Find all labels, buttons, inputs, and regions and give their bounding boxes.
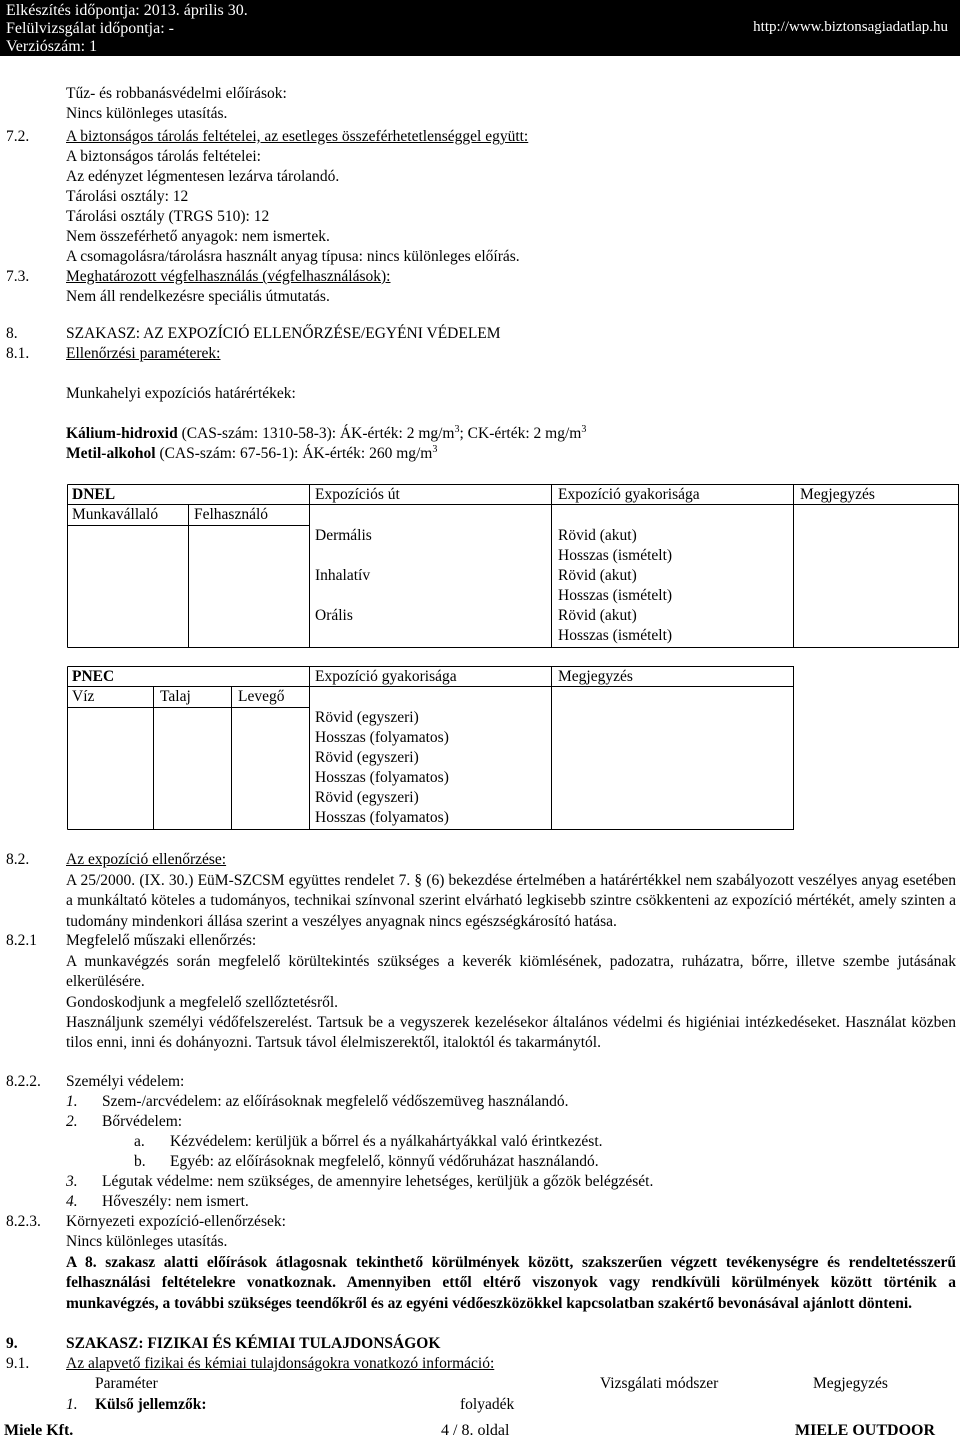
disclaimer-paragraph <box>66 1253 956 1314</box>
limits-title: Munkahelyi expozíciós határértékek: <box>66 385 296 402</box>
list-item: Hőveszély: nem ismert. <box>102 1193 249 1210</box>
created-date: Elkészítés időpontja: 2013. április 30. <box>6 2 248 19</box>
subsection-title: Ellenőrzési paraméterek: <box>66 345 221 362</box>
section-number: 9.1. <box>6 1355 30 1372</box>
text-line: Nem összeférhető anyagok: nem ismertek. <box>66 228 330 245</box>
table-subheader: Felhasználó <box>194 506 269 523</box>
section-number: 9. <box>6 1335 18 1352</box>
list-item: Bőrvédelem: <box>102 1113 183 1130</box>
text-line: Nem áll rendelkezésre speciális útmutatás. <box>66 288 330 305</box>
subsection-title: Az expozíció ellenőrzése: <box>66 851 227 868</box>
fire-protection-text: Nincs különleges utasítás. <box>66 105 228 122</box>
table-cell: Hosszas (ismételt) <box>558 547 673 564</box>
section-number: 8.2. <box>6 851 30 868</box>
table-cell: Rövid (egyszeri) <box>315 789 419 806</box>
fire-protection-title: Tűz- és robbanásvédelmi előírások: <box>66 85 287 102</box>
table-subheader: Talaj <box>160 688 191 705</box>
list-item: Egyéb: az előírásoknak megfelelő, könnyű védőruházat használandó. <box>170 1153 599 1170</box>
table-cell: Rövid (egyszeri) <box>315 749 419 766</box>
list-item: Szem-/arcvédelem: az előírásoknak megfelelő védőszemüveg használandó. <box>102 1093 569 1110</box>
paragraph: Gondoskodjunk a megfelelő szellőztetésről. <box>66 993 339 1011</box>
table-cell: Hosszas (ismételt) <box>558 627 673 644</box>
substance-name: Kálium-hidroxid <box>66 425 178 442</box>
table-cell: Rövid (egyszeri) <box>315 709 419 726</box>
paragraph: A 8. szakasz alatti előírások átlagosnak tekinthető körülmények között, szakszerűen végzett tevékenységre és rendeltetésszerű felhasználási feltételekre vonatkoznak. Amennyiben ettől eltérő viszonyok vagy rendkívüli körülmények között történik a munkavégzés, a további szükséges teendőkről és az egyéni védőeszközökkel kapcsolatban szakértő bevonásával ajánlott dönteni. <box>66 1254 956 1312</box>
list-number: 3. <box>66 1173 78 1190</box>
limit-value: (CAS-szám: 67-56-1): ÁK-érték: 260 mg/m <box>155 445 433 462</box>
table-cell: Hosszas (folyamatos) <box>315 769 449 786</box>
paragraph: Használjunk személyi védőfelszerelést. Tartsuk be a vegyszerek kezelésekor általános védelmi és higiéniai intézkedéseket. Használat közben tilos enni, inni és dohányozni. Tartsuk távol élelmiszerektől, italoktól és takarmánytól. <box>66 1013 956 1052</box>
table-cell: Rövid (akut) <box>558 567 637 584</box>
subsection-title: Az alapvető fizikai és kémiai tulajdonságokra vonatkozó információ: <box>66 1355 495 1372</box>
product-name: MIELE OUTDOOR <box>795 1422 936 1439</box>
table-header: Expozíció gyakorisága <box>315 668 457 685</box>
section-number: 7.2. <box>6 128 30 145</box>
page-number: 4 / 8. oldal <box>441 1422 510 1439</box>
table-header: Expozíciós út <box>315 486 400 503</box>
list-number: 1. <box>66 1396 78 1413</box>
section-title: SZAKASZ: FIZIKAI ÉS KÉMIAI TULAJDONSÁGOK <box>66 1335 441 1352</box>
subsection-title: Személyi védelem: <box>66 1073 185 1090</box>
table-subheader: Víz <box>72 688 95 705</box>
table-header: Expozíció gyakorisága <box>558 486 700 503</box>
subsection-title: Megfelelő műszaki ellenőrzés: <box>66 932 257 949</box>
table-header: Megjegyzés <box>558 668 633 685</box>
limit-value: (CAS-szám: 1310-58-3): ÁK-érték: 2 mg/m <box>177 425 455 442</box>
table-cell: Inhalatív <box>315 567 371 584</box>
unit-exponent: 3 <box>432 443 438 455</box>
table-header: Megjegyzés <box>813 1375 888 1392</box>
limit-value: ; CK-érték: 2 mg/m <box>459 425 582 442</box>
list-number: 2. <box>66 1113 78 1130</box>
text-line: A csomagolásra/tárolásra használt anyag típusa: nincs különleges előírás. <box>66 248 520 265</box>
substance-name: Metil-alkohol <box>66 445 156 462</box>
list-number: 4. <box>66 1193 78 1210</box>
unit-exponent: 3 <box>581 423 587 435</box>
revision-date: Felülvizsgálat időpontja: - <box>6 20 174 37</box>
table-cell: Hosszas (folyamatos) <box>315 729 449 746</box>
table-header: PNEC <box>72 668 115 685</box>
engineering-control-text <box>66 952 956 1053</box>
paragraph: A munkavégzés során megfelelő körültekintés szükséges a keverék kiömlésének, padozatra, ruházatra, bőrre, illetve szembe jutásának elkerülésére. <box>66 953 956 991</box>
list-letter: a. <box>134 1133 145 1150</box>
property-value: folyadék <box>460 1396 515 1413</box>
text-line: Tárolási osztály: 12 <box>66 188 189 205</box>
section-number: 8.2.2. <box>6 1073 41 1090</box>
unit-exponent: 3 <box>454 423 460 435</box>
website-link[interactable]: http://www.biztonsagiadatlap.hu <box>753 19 948 35</box>
section-number: 8.2.3. <box>6 1213 41 1230</box>
section-number: 7.3. <box>6 268 30 285</box>
company-name: Miele Kft. <box>4 1422 74 1439</box>
table-cell: Rövid (akut) <box>558 607 637 624</box>
list-item: Légutak védelme: nem szükséges, de amennyire lehetséges, kerüljük a gőzök belégzését. <box>102 1173 654 1190</box>
subsection-title: Környezeti expozíció-ellenőrzések: <box>66 1213 286 1230</box>
section-number: 8.2.1 <box>6 932 37 949</box>
list-number: 1. <box>66 1093 78 1110</box>
table-subheader: Munkavállaló <box>72 506 159 523</box>
table-header: Vizsgálati módszer <box>600 1375 719 1392</box>
text-line: Tárolási osztály (TRGS 510): 12 <box>66 208 270 225</box>
table-cell: Hosszas (ismételt) <box>558 587 673 604</box>
list-item: Kézvédelem: kerüljük a bőrrel és a nyálkahártyákkal való érintkezést. <box>170 1133 603 1150</box>
text-line: A biztonságos tárolás feltételei: <box>66 148 261 165</box>
exposure-control-text <box>66 871 956 932</box>
table-subheader: Levegő <box>238 688 285 705</box>
table-header: Paraméter <box>95 1375 158 1392</box>
section-number: 8. <box>6 325 18 342</box>
text-line: Nincs különleges utasítás. <box>66 1233 228 1250</box>
list-letter: b. <box>134 1153 146 1170</box>
table-header: Megjegyzés <box>800 486 875 503</box>
table-cell: Hosszas (folyamatos) <box>315 809 449 826</box>
paragraph: A 25/2000. (IX. 30.) EüM-SZCSM együttes rendelet 7. § (6) bekezdése értelmében a határértékkel nem szabályozott veszélyes anyag esetében a munkáltató köteles a tudományos, technikai színvonal szerint elvárható legkisebb szintre csökkenteni az expozíció mértékét, amely szinten a tudomány mindenkori állása szerint a veszélyes anyagnak nincs egészségkárosító hatása. <box>66 872 956 930</box>
table-cell: Orális <box>315 607 353 624</box>
table-cell: Dermális <box>315 527 372 544</box>
section-title: SZAKASZ: AZ EXPOZÍCIÓ ELLENŐRZÉSE/EGYÉNI VÉDELEM <box>66 325 501 342</box>
subsection-title: A biztonságos tárolás feltételei, az esetleges összeférhetetlenséggel együtt: <box>66 128 529 145</box>
subsection-title: Meghatározott végfelhasználás (végfelhasználások): <box>66 268 391 285</box>
version-number: Verziószám: 1 <box>6 38 98 55</box>
section-number: 8.1. <box>6 345 30 362</box>
text-line: Az edényzet légmentesen lezárva tárolandó. <box>66 168 340 185</box>
table-header: DNEL <box>72 486 116 503</box>
property-name: Külső jellemzők: <box>95 1396 207 1413</box>
table-cell: Rövid (akut) <box>558 527 637 544</box>
